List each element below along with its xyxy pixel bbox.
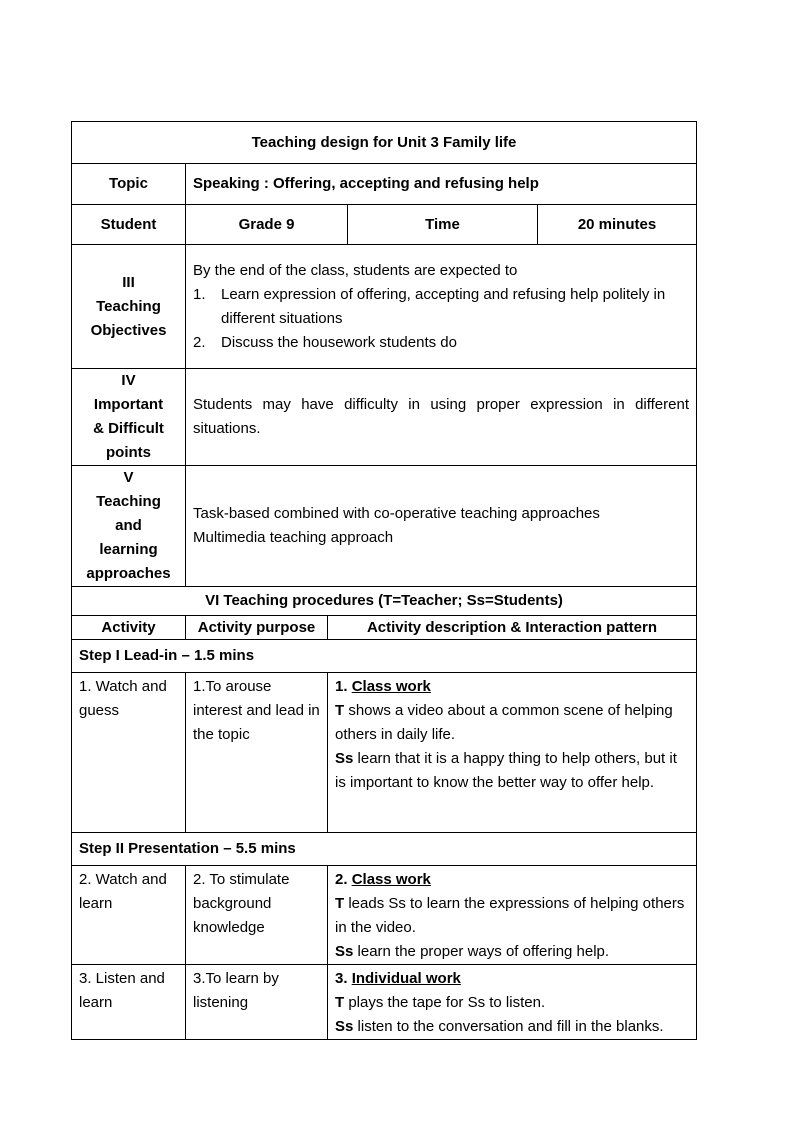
teacher-text: plays the tape for Ss to listen. [344, 994, 546, 1011]
difficult-content: Students may have difficulty in using proper expression in different situations. [186, 369, 697, 466]
work-mode [335, 967, 689, 991]
objectives-label-line2: Objectives [90, 321, 167, 339]
objective-num: 2. [193, 333, 206, 351]
objectives-label-line1: Teaching [96, 297, 161, 315]
column-activity: Activity [72, 616, 186, 640]
teacher-text: shows a video about a common scene of helping others in daily life. [335, 702, 673, 743]
student-text: learn the proper ways of offering help. [353, 943, 610, 960]
work-num: 3. [335, 970, 352, 987]
student-label: Student [72, 205, 186, 245]
approaches-label [72, 466, 186, 587]
step-title: Step I Lead-in – 1.5 mins [72, 640, 697, 673]
time-value: 20 minutes [538, 205, 697, 245]
objectives-label [72, 245, 186, 369]
teaching-design-table [71, 121, 697, 1040]
student-action [335, 747, 689, 795]
teacher-action [335, 699, 689, 747]
purpose-cell: 1.To arouse interest and lead in the topic [186, 673, 328, 833]
document-title: Teaching design for Unit 3 Family life [72, 122, 697, 164]
description-cell [328, 965, 697, 1040]
objectives-content [186, 245, 697, 369]
approaches-label-line4: approaches [86, 565, 171, 582]
work-mode-label: Class work [351, 871, 431, 888]
approaches-label-line1: Teaching [96, 493, 161, 510]
description-cell [328, 866, 697, 965]
purpose-cell: 3.To learn by listening [186, 965, 328, 1040]
work-mode-label: Individual work [351, 970, 461, 987]
work-num: 1. [335, 678, 352, 695]
objective-text: Learn expression of offering, accepting and refusing help politely in different situations [221, 285, 666, 327]
approaches-label-line2: and [115, 517, 142, 534]
objectives-intro: By the end of the class, students are expected to [193, 261, 518, 279]
difficult-label-num: IV [121, 372, 136, 389]
column-description: Activity description & Interaction pattern [328, 616, 697, 640]
activity-cell: 3. Listen and learn [72, 965, 186, 1040]
approaches-label-line3: learning [99, 541, 158, 558]
student-label: Ss [335, 943, 354, 960]
objective-text: Discuss the housework students do [221, 333, 457, 351]
approaches-label-num: V [123, 469, 134, 486]
objective-item [193, 283, 689, 331]
difficult-label-line2: & Difficult [93, 420, 164, 437]
activity-cell: 2. Watch and learn [72, 866, 186, 965]
work-num: 2. [335, 871, 352, 888]
activity-cell: 1. Watch and guess [72, 673, 186, 833]
teacher-text: leads Ss to learn the expressions of helping others in the video. [335, 895, 685, 936]
difficult-label-line1: Important [93, 396, 164, 413]
procedures-header: VI Teaching procedures (T=Teacher; Ss=Students) [72, 587, 697, 616]
approaches-content [186, 466, 697, 587]
purpose-cell: 2. To stimulate background knowledge [186, 866, 328, 965]
teacher-label: T [335, 895, 345, 912]
description-cell [328, 673, 697, 833]
objective-num: 1. [193, 285, 206, 303]
time-label: Time [348, 205, 538, 245]
teacher-label: T [335, 994, 345, 1011]
teacher-action [335, 991, 689, 1015]
topic-value: Speaking : Offering, accepting and refusing help [186, 164, 697, 205]
student-text: listen to the conversation and fill in the blanks. [353, 1018, 664, 1035]
work-mode [335, 868, 689, 892]
topic-label: Topic [72, 164, 186, 205]
student-label: Ss [335, 1018, 354, 1035]
approaches-line2: Multimedia teaching approach [193, 529, 394, 546]
work-mode-label: Class work [351, 678, 431, 695]
column-purpose: Activity purpose [186, 616, 328, 640]
student-action [335, 1015, 689, 1039]
work-mode [335, 675, 689, 699]
difficult-label [72, 369, 186, 466]
approaches-line1: Task-based combined with co-operative teaching approaches [193, 505, 600, 522]
step-title: Step II Presentation – 5.5 mins [72, 833, 697, 866]
table-row [72, 965, 697, 1040]
teacher-action [335, 892, 689, 940]
objective-item [193, 331, 689, 355]
table-row [72, 673, 697, 833]
student-label: Ss [335, 750, 354, 767]
table-row [72, 866, 697, 965]
student-action [335, 940, 689, 964]
objectives-label-num: III [122, 273, 135, 291]
difficult-label-line3: points [106, 444, 151, 461]
teacher-label: T [335, 702, 345, 719]
student-text: learn that it is a happy thing to help others, but it is important to know the better way to offer help. [335, 750, 677, 791]
grade-value: Grade 9 [186, 205, 348, 245]
